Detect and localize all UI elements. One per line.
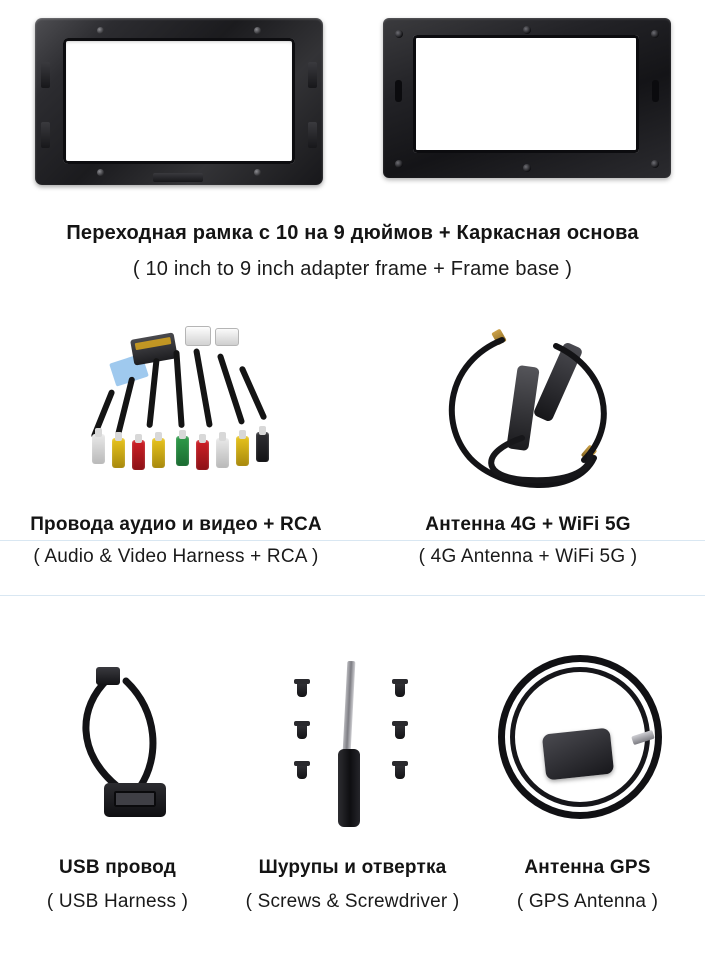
caption-en-usb: ( USB Harness ) [46, 891, 189, 912]
rca-plug-black-icon [256, 432, 269, 462]
usb-harness-image [0, 645, 235, 840]
item-av-harness [0, 318, 352, 608]
frame-screw-hole-icon [97, 169, 104, 176]
frame-tab-icon [308, 122, 317, 148]
frame-base-hole-icon [523, 26, 531, 34]
screw-icon [395, 679, 405, 697]
frame-tab-icon [308, 62, 317, 88]
harness-wire [173, 350, 184, 428]
caption-ru-av-harness: Провода аудио и видео + RCA [30, 514, 322, 535]
caption-ru-adapter-frame: Переходная рамка с 10 на 9 дюймов + Каркасная основа [66, 222, 639, 244]
item-antenna-4g-wifi [352, 318, 704, 608]
antenna-cable [352, 318, 704, 508]
frame-base-hole-icon [651, 30, 659, 38]
av-harness-image [0, 318, 352, 508]
screw-icon [395, 721, 405, 739]
section-harness-antenna [0, 318, 705, 608]
harness-white-plug-icon [185, 326, 211, 346]
frame-screw-hole-icon [254, 27, 261, 34]
rca-plug-red-icon [132, 440, 145, 470]
section-adapter-frame [0, 0, 705, 300]
caption-en-antenna-4g: ( 4G Antenna + WiFi 5G ) [418, 546, 638, 567]
frame-screw-hole-icon [97, 27, 104, 34]
frame-screw-hole-icon [254, 169, 261, 176]
frame-photo-group [0, 18, 705, 203]
frame-base-image [383, 18, 671, 178]
caption-en-screws: ( Screws & Screwdriver ) [245, 891, 460, 912]
screw-icon [297, 761, 307, 779]
frame-tab-icon [153, 173, 203, 182]
caption-en-adapter-frame: ( 10 inch to 9 inch adapter frame + Frame base ) [132, 258, 573, 280]
rca-plug-white-icon [92, 434, 105, 464]
rca-plug-white-icon [216, 438, 229, 468]
frame-base-hole-icon [395, 160, 403, 168]
frame-tab-icon [41, 122, 50, 148]
screw-icon [297, 721, 307, 739]
section-usb-screws-gps [0, 645, 705, 945]
frame-base-hole-icon [523, 164, 531, 172]
harness-wire [217, 353, 246, 425]
rca-plug-yellow-icon [236, 436, 249, 466]
item-gps-antenna [470, 645, 705, 945]
item-usb-harness [0, 645, 235, 945]
frame-base-hole-icon [395, 30, 403, 38]
usb-port-housing-icon [104, 783, 166, 817]
caption-ru-antenna-4g: Антенна 4G + WiFi 5G [425, 514, 631, 535]
screw-icon [395, 761, 405, 779]
harness-wire [193, 348, 213, 428]
gps-receiver-icon [542, 728, 614, 781]
antenna-4g-wifi-image [352, 318, 704, 508]
item-screws-screwdriver [235, 645, 470, 945]
caption-ru-gps: Антенна GPS [524, 857, 651, 878]
caption-en-gps: ( GPS Antenna ) [516, 891, 659, 912]
frame-base-slot-icon [395, 80, 402, 102]
caption-en-av-harness: ( Audio & Video Harness + RCA ) [33, 546, 319, 567]
rca-plug-yellow-icon [152, 438, 165, 468]
frame-base-slot-icon [652, 80, 659, 102]
screwdriver-handle-icon [338, 749, 360, 827]
screw-icon [297, 679, 307, 697]
harness-wire [146, 358, 159, 428]
screwdriver-shaft-icon [343, 661, 356, 753]
adapter-frame-image [35, 18, 323, 185]
frame-tab-icon [41, 62, 50, 88]
caption-ru-usb: USB провод [59, 857, 176, 878]
screws-screwdriver-image [235, 645, 470, 840]
frame-base-hole-icon [651, 160, 659, 168]
gps-antenna-image [470, 645, 705, 840]
rca-plug-green-icon [176, 436, 189, 466]
caption-ru-screws: Шурупы и отвертка [258, 857, 447, 878]
rca-plug-red-icon [196, 440, 209, 470]
usb-connector-icon [96, 667, 120, 685]
harness-white-plug-icon [215, 328, 239, 346]
harness-wire [238, 365, 267, 420]
rca-plug-yellow-icon [112, 438, 125, 468]
